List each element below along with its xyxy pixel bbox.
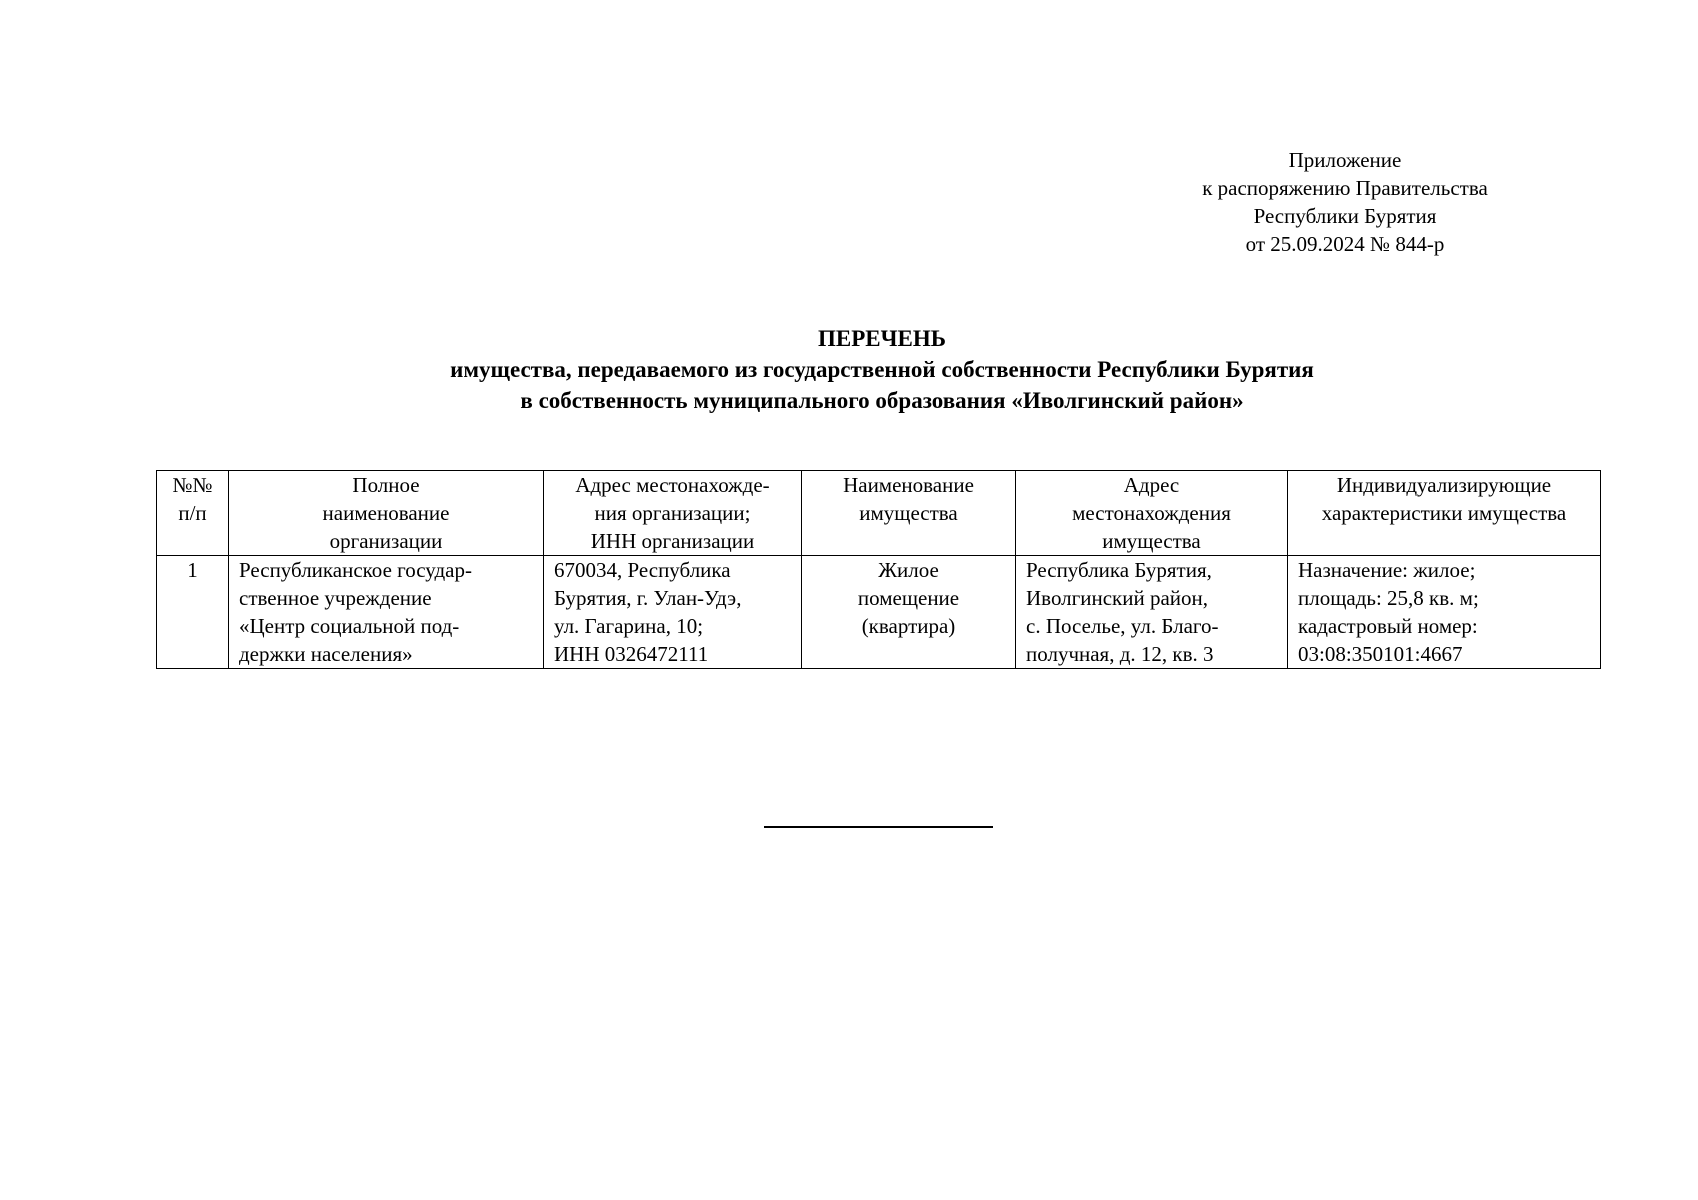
title-heading: ПЕРЕЧЕНЬ bbox=[818, 326, 946, 351]
property-table bbox=[156, 470, 1601, 669]
header-property-address: Адрес местонахождения имущества bbox=[1016, 471, 1288, 556]
header-number: №№ п/п bbox=[157, 471, 229, 556]
cell-characteristics: Назначение: жилое; площадь: 25,8 кв. м; кадастровый номер: 03:08:350101:4667 bbox=[1288, 556, 1601, 669]
cell-org-name: Республиканское государ- ственное учреждение «Центр социальной под- держки населения» bbox=[229, 556, 544, 669]
cell-property-name: Жилое помещение (квартира) bbox=[802, 556, 1016, 669]
appendix-block bbox=[1180, 146, 1510, 258]
header-org-name: Полное наименование организации bbox=[229, 471, 544, 556]
header-org-address: Адрес местонахожде- ния организации; ИНН организации bbox=[544, 471, 802, 556]
table-row bbox=[157, 556, 1601, 669]
appendix-title: Приложение bbox=[1288, 148, 1402, 172]
title-subheading: имущества, передаваемого из государственной собственности Республики Бурятия bbox=[450, 357, 1314, 382]
appendix-date-number: от 25.09.2024 № 844-р bbox=[1245, 232, 1445, 256]
cell-property-address: Республика Бурятия, Иволгинский район, с. Поселье, ул. Благо- получная, д. 12, кв. 3 bbox=[1016, 556, 1288, 669]
title-subheading-2: в собственность муниципального образования «Иволгинский район» bbox=[520, 388, 1244, 413]
header-property-name: Наименование имущества bbox=[802, 471, 1016, 556]
header-characteristics: Индивидуализирующие характеристики имущества bbox=[1288, 471, 1601, 556]
cell-org-address: 670034, Республика Бурятия, г. Улан-Удэ, ул. Гагарина, 10; ИНН 0326472111 bbox=[544, 556, 802, 669]
cell-number: 1 bbox=[157, 556, 229, 669]
closing-divider bbox=[764, 826, 993, 828]
document-title bbox=[0, 323, 1698, 416]
appendix-reference: к распоряжению Правительства bbox=[1202, 176, 1488, 200]
table-header-row bbox=[157, 471, 1601, 556]
appendix-government: Республики Бурятия bbox=[1253, 204, 1437, 228]
